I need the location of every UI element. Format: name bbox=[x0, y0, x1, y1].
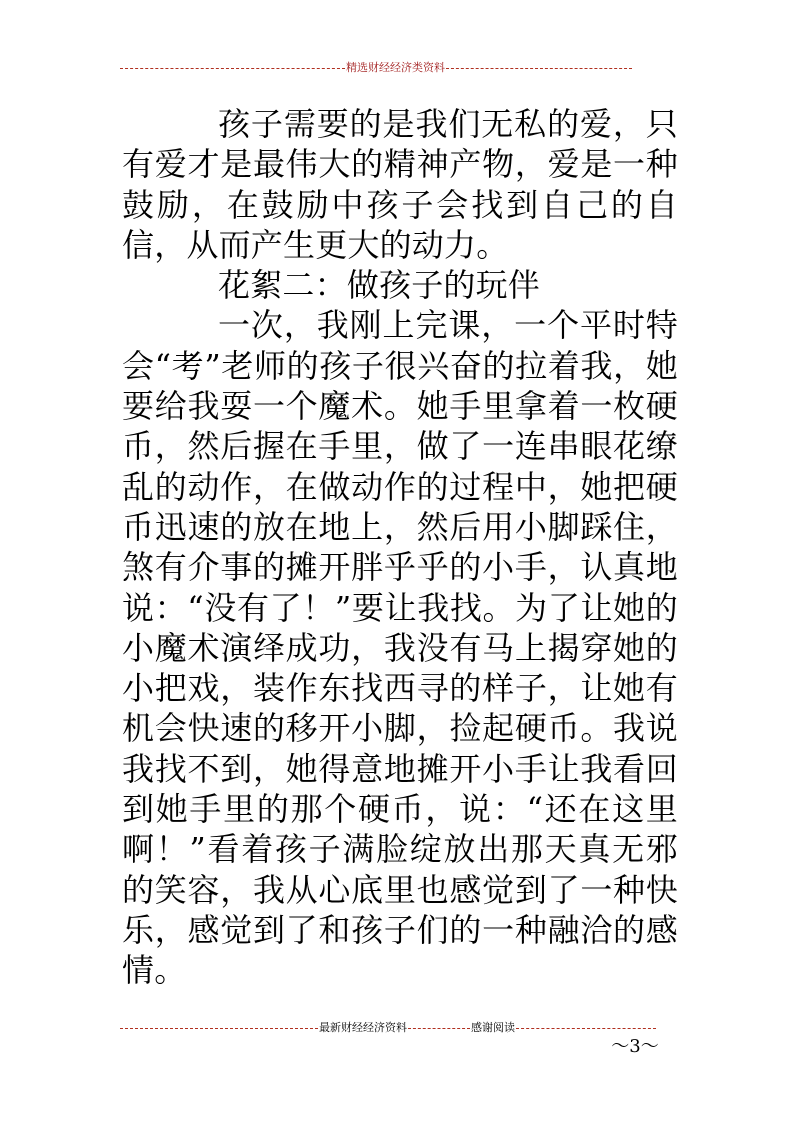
footer-rule-left bbox=[120, 1028, 318, 1029]
header-title: 精选财经经济类资料 bbox=[346, 61, 445, 74]
page-number: ～3～ bbox=[611, 1036, 659, 1057]
paragraph-magic-trick: 一次，我刚上完课，一个平时特会“考”老师的孩子很兴奋的拉着我，她要给我耍一个魔术。她手里拿着一枚硬币，然后握在手里，做了一连串眼花缭乱的动作，在做动作的过程中，她把硬币迅速的放在地上，然后用小脚踩住，煞有介事的摊开胖乎乎的小手，认真地说：“没有了！”要让我找。为了让她的小魔术演绎成功，我没有马上揭穿她的小把戏，装作东找西寻的样子，让她有机会快速的移开小脚，捡起硬币。我说我找不到，她得意地摊开小手让我看回到她手里的那个硬币，说：“还在这里啊！”看着孩子满脸绽放出那天真无邪的笑容，我从心底里也感觉到了一种快乐，感觉到了和孩子们的一种融洽的感情。 bbox=[122, 306, 678, 990]
header-rule-right bbox=[446, 68, 632, 69]
page-header bbox=[120, 58, 632, 78]
footer-rule-middle bbox=[408, 1028, 470, 1029]
document-body bbox=[122, 104, 678, 991]
section-heading: 花絮二：做孩子的玩伴 bbox=[218, 266, 541, 305]
page-footer bbox=[120, 1018, 656, 1038]
header-rule-left bbox=[120, 68, 345, 69]
footer-rule-right bbox=[516, 1028, 656, 1029]
paragraph-love: 孩子需要的是我们无私的爱，只有爱才是最伟大的精神产物，爱是一种鼓励，在鼓励中孩子会找到自己的自信，从而产生更大的动力。 bbox=[122, 105, 678, 264]
footer-right-label: 感谢阅读 bbox=[471, 1021, 515, 1034]
footer-left-label: 最新财经经济资料 bbox=[319, 1021, 407, 1034]
